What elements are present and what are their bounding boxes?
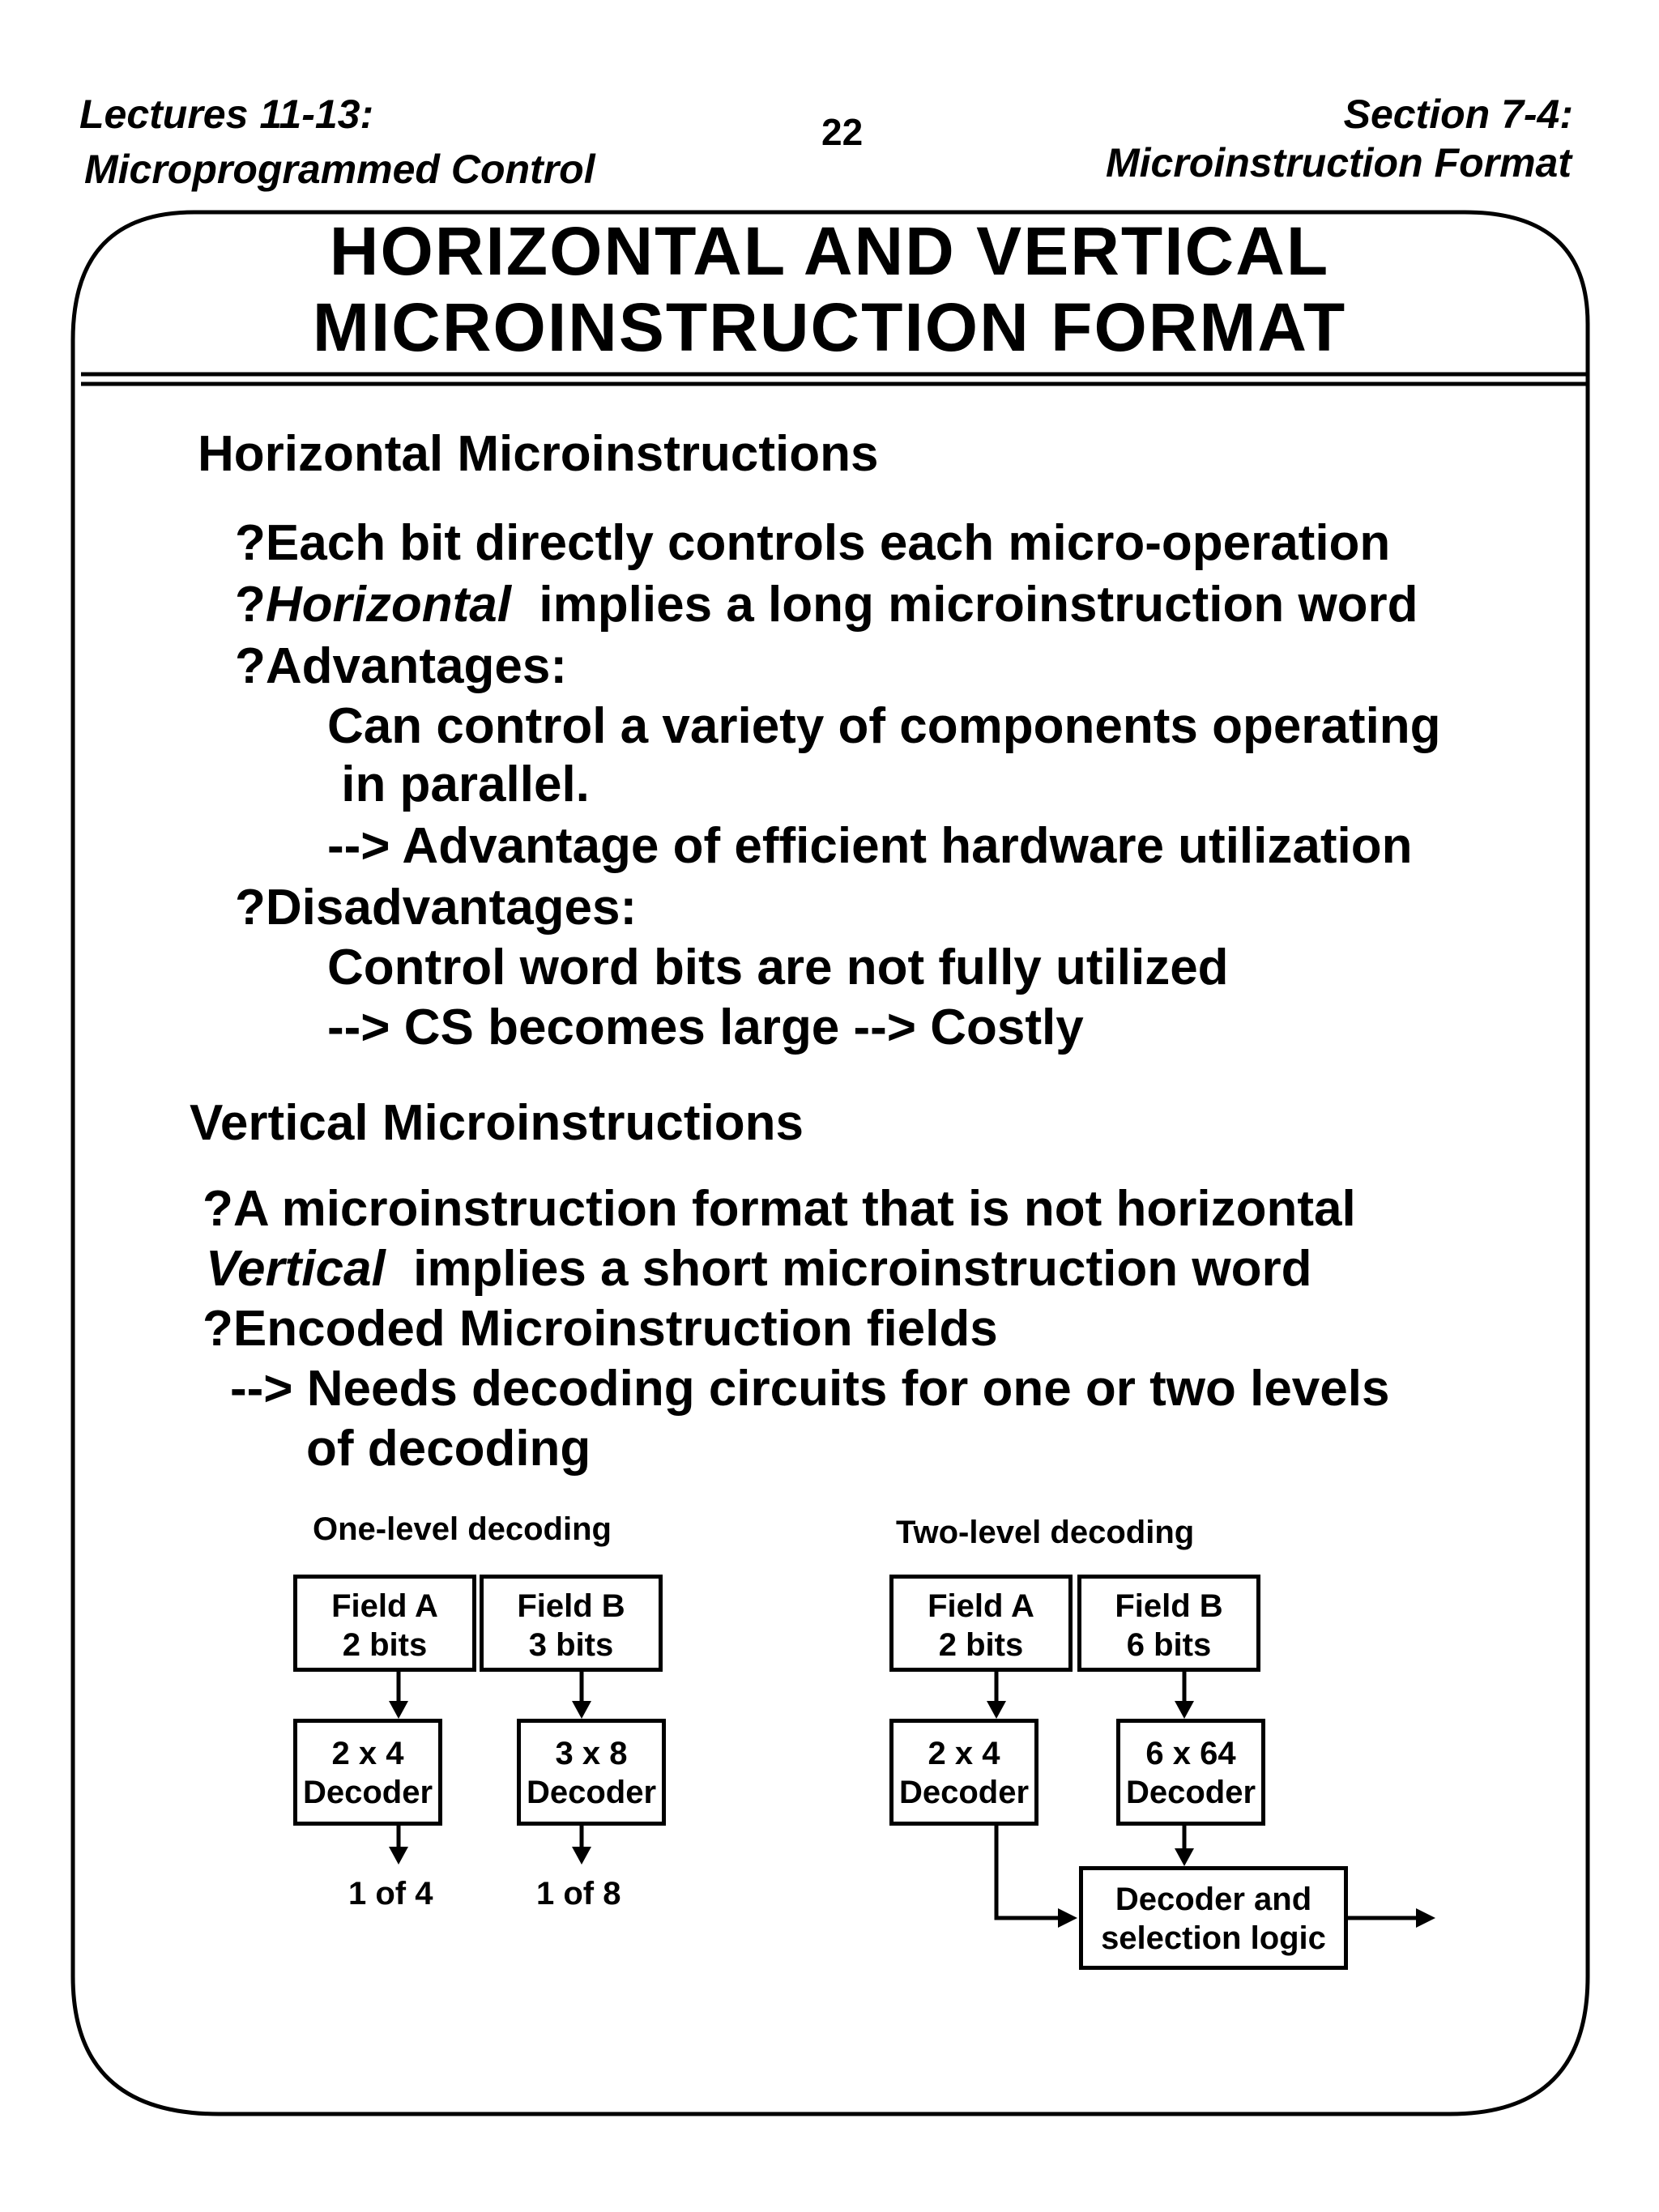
logic-line-2: selection logic <box>1101 1920 1326 1956</box>
vertical-bullet-4-line-1: --> Needs decoding circuits for one or two levels <box>230 1361 1390 1417</box>
disadvantages-line-1: Control word bits are not fully utilized <box>327 940 1229 995</box>
advantages-line-3: --> Advantage of efficient hardware utilization <box>327 818 1413 874</box>
one-level-field-b <box>480 1575 663 1672</box>
header-section-title: Microinstruction Format <box>1105 140 1572 185</box>
vertical-heading: Vertical Microinstructions <box>190 1095 804 1151</box>
field-a-bits: 2 bits <box>938 1627 1024 1663</box>
field-a-name: Field A <box>331 1588 438 1624</box>
rounded-border <box>73 212 1588 2114</box>
decoder-selection-logic <box>1079 1866 1348 1970</box>
horizontal-heading: Horizontal Microinstructions <box>198 426 879 482</box>
decoder-a-label: Decoder <box>302 1775 433 1810</box>
decoder-b-size: 6 x 64 <box>1145 1736 1236 1771</box>
emphasis-vertical: Vertical <box>206 1241 386 1297</box>
one-level-output-b: 1 of 8 <box>536 1876 621 1912</box>
field-a-name: Field A <box>928 1588 1034 1624</box>
emphasis-horizontal: Horizontal <box>265 577 511 633</box>
one-level-decoder-a <box>293 1719 442 1826</box>
one-level-field-a <box>293 1575 476 1672</box>
decoder-b-label: Decoder <box>526 1775 657 1810</box>
header-topic: Microprogrammed Control <box>84 147 595 192</box>
horizontal-advantages: ?Advantages: <box>235 638 567 694</box>
vertical-bullet-1: ?A microinstruction format that is not horizontal <box>203 1181 1356 1237</box>
header-lectures: Lectures 11-13: <box>79 92 374 137</box>
vertical-bullet-3: ?Encoded Microinstruction fields <box>203 1301 998 1357</box>
horizontal-disadvantages: ?Disadvantages: <box>235 880 638 936</box>
two-level-decoder-b <box>1116 1719 1265 1826</box>
two-level-field-a <box>889 1575 1073 1672</box>
field-b-bits: 6 bits <box>1126 1627 1212 1663</box>
slide-title-line2: MICROINSTRUCTION FORMAT <box>312 289 1347 365</box>
one-level-output-a: 1 of 4 <box>348 1876 433 1912</box>
vertical-bullet-2-text: implies a short microinstruction word <box>385 1241 1312 1297</box>
horizontal-bullet-1: ?Each bit directly controls each micro-operation <box>235 515 1391 571</box>
advantages-line-2: in parallel. <box>327 757 590 812</box>
advantages-line-1: Can control a variety of components operating <box>327 698 1441 754</box>
two-level-decoder-a <box>889 1719 1038 1826</box>
two-level-field-b <box>1077 1575 1260 1672</box>
one-level-label: One-level decoding <box>313 1511 612 1547</box>
page-number: 22 <box>821 111 864 153</box>
decoder-a-size: 2 x 4 <box>928 1736 1000 1771</box>
two-level-label: Two-level decoding <box>896 1515 1195 1550</box>
field-b-name: Field B <box>1115 1588 1223 1624</box>
horizontal-bullet-2 <box>235 577 1418 633</box>
vertical-bullet-2 <box>206 1241 1312 1297</box>
decoder-a-label: Decoder <box>898 1775 1030 1810</box>
field-b-name: Field B <box>517 1588 625 1624</box>
vertical-bullet-4-line-2: of decoding <box>306 1421 591 1477</box>
disadvantages-line-2: --> CS becomes large --> Costly <box>327 999 1084 1055</box>
header-section: Section 7-4: <box>1343 92 1573 137</box>
bullet-mark: ? <box>235 577 266 633</box>
decoder-a-size: 2 x 4 <box>331 1736 404 1771</box>
one-level-decoder-b <box>517 1719 666 1826</box>
bullet-2-text: implies a long microinstruction word <box>510 577 1418 633</box>
decoder-b-label: Decoder <box>1125 1775 1256 1810</box>
slide-title-line1: HORIZONTAL AND VERTICAL <box>329 213 1330 289</box>
field-b-bits: 3 bits <box>528 1627 614 1663</box>
field-a-bits: 2 bits <box>342 1627 428 1663</box>
logic-line-1: Decoder and <box>1115 1882 1312 1917</box>
decoder-b-size: 3 x 8 <box>555 1736 628 1771</box>
